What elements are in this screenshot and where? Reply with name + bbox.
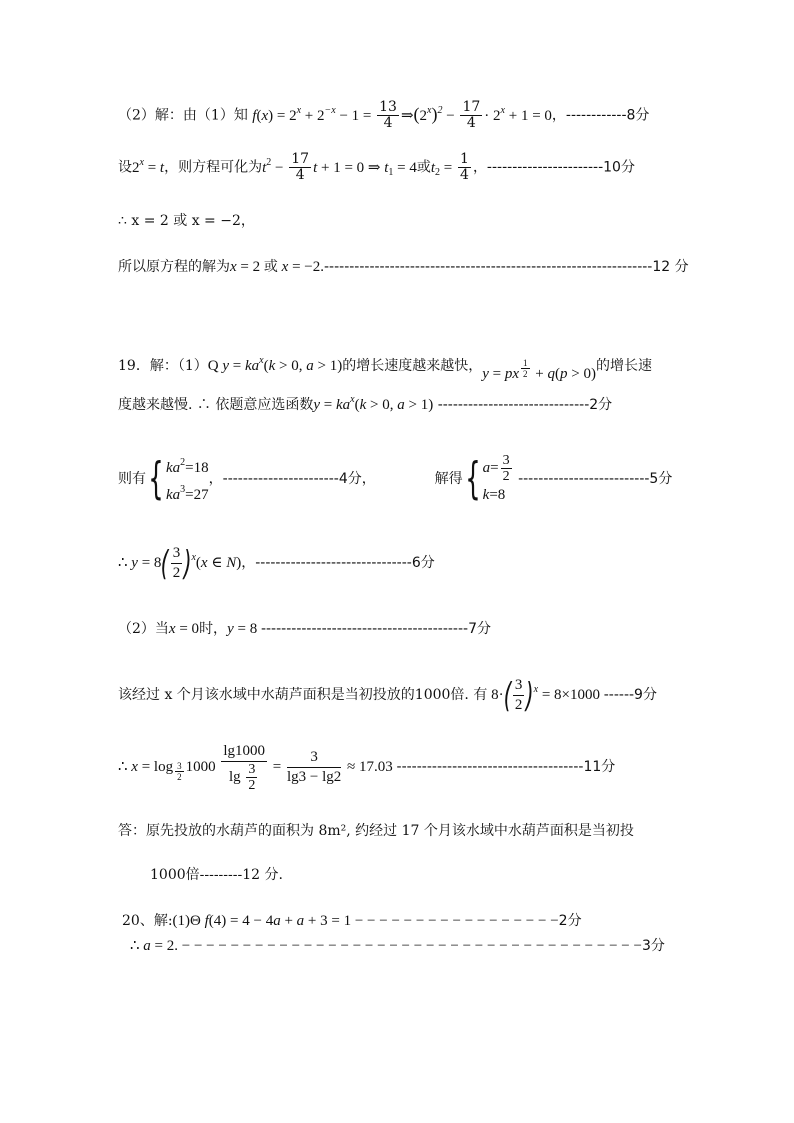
q20-label: 20、解: (122, 913, 173, 929)
formula-x-zero: x = 0 (168, 621, 200, 637)
formula-t2: $t_2$ = (430, 159, 457, 178)
formula-growth-equation: 8·( $\frac{3}{2}$ )$^x$ = 8×1000 (487, 675, 604, 716)
formula-tail: · $2^x + 1 = 0$ (484, 104, 552, 124)
score-2: ------------------------------2分 (437, 397, 613, 413)
q19-line5-prefix: （2）当 (118, 621, 169, 637)
fraction-17-over-4: $\frac{17}{4}$ (462, 99, 481, 131)
formula-chosen-function: $y = ka^x(k > 0$, a > 1) (313, 394, 434, 413)
fraction-13-over-4: $\frac{13}{4}$ (379, 99, 397, 131)
score-4: ，-----------------------4分， (208, 471, 376, 487)
q18-line-1 (118, 100, 649, 131)
formula-a-equals-2: ∴ a = 2. − − − − − − − − − − − − − − − − − − − − − − − − − − − − − − − − − − − − − − (130, 938, 642, 954)
q19-line-1 (118, 350, 652, 382)
formula-solution-2: x = −2. (277, 259, 324, 275)
formula-substitution: $2^x = t$ (132, 156, 165, 176)
q19-line-6 (118, 676, 657, 715)
score-q20-3: 3分 (641, 938, 665, 954)
q19-answer-line-1 (118, 824, 634, 838)
formula-quadratic-t: $t^2$ − (262, 156, 288, 176)
formula-solution: x = 2 (230, 259, 264, 275)
q19-line3-prefix: 则有 (118, 471, 146, 487)
q20-line-2 (130, 939, 665, 954)
formula-exp-model: Q $y = ka^x(k > 0$, a > 1) (207, 354, 343, 374)
q18-line4-prefix: 所以原方程的解为 (118, 259, 230, 275)
left-brace-2: { (464, 453, 481, 504)
formula-quadratic-tail: t + 1 = 0 ⇒ $t_1 = 4$ (313, 159, 417, 178)
fraction-1-over-4: $\frac{1}{4}$ (460, 151, 469, 183)
q19-line-2 (118, 395, 612, 413)
score-11: -------------------------------------11分 (396, 758, 616, 775)
score-8: ，------------8分 (551, 107, 650, 124)
q19-line6-text: 该经过 x 个月该水域中水葫芦面积是当初投放的1000倍. 有 (118, 686, 488, 703)
q18-line3-text: ∴ x = 2 或 x = −2， (118, 213, 255, 229)
q18-line2-mid: ，则方程可化为 (164, 159, 263, 176)
q19-line-4 (118, 544, 435, 583)
q19-answer-line-2 (150, 868, 283, 882)
q19-line1-end: 的增长速 (595, 357, 652, 374)
q18-line-4 (118, 260, 689, 275)
q19-line5-when: 时， (199, 621, 228, 637)
q19-line-3 (118, 452, 672, 506)
score-10: ，-----------------------10分 (472, 159, 635, 176)
q19-line2-prefix: 度越来越慢. ∴ 依题意应选函数 (118, 397, 314, 413)
q19-line1-mid: 的增长速度越来越快， (342, 357, 483, 374)
q19-line-5 (118, 622, 491, 637)
score-7: -----------------------------------------7分 (260, 621, 491, 637)
q18-line2-prefix: 设 (118, 159, 132, 176)
fraction-17-over-4-b: $\frac{17}{4}$ (291, 151, 310, 183)
q18-or-2: 或 (263, 259, 278, 275)
score-9: ------9分 (603, 686, 657, 703)
q19-answer-1: 答：原先投放的水葫芦的面积为 8m², 约经过 17 个月该水域中水葫芦面积是当初投 (118, 823, 634, 839)
q18-or: 或 (416, 159, 431, 176)
system-equations: $ka^2=18$ $ka^3=27$ (166, 457, 209, 503)
q19-line-7 (118, 742, 615, 793)
score-12: -----------------------------------------------------------------12 分 (323, 259, 689, 275)
formula-log-solution: ∴ x = log $_{\frac{3}{2}}$ 1000 lg1000 lg $\frac{3}{2}$ = $\frac{3}{\lg 3 - \lg 2}$ ≈ 17.03 (118, 743, 397, 793)
system-solution: a= $\frac{3}{2}$ k=8 (482, 452, 510, 503)
formula-result-function: ∴ y = 8( $\frac{3}{2}$ )$^x$(x ∈ N) (118, 543, 242, 584)
formula-implies: $\Rightarrow(2^x)^2$ − (400, 103, 459, 124)
score-6: ，-------------------------------6分 (241, 554, 435, 571)
left-brace: { (148, 453, 164, 504)
q19-answer-2: 1000倍---------12 分. (150, 867, 283, 883)
q19-label: 19．解：（1） (118, 357, 208, 374)
formula-y-eight: y = 8 (227, 621, 261, 637)
q20-line-1 (122, 914, 582, 929)
score-q20-2: 2分 (558, 913, 582, 929)
formula-power-model: y = px $^{\frac{1}{2}}$ + q(p > 0) (482, 358, 596, 382)
q18-line1-prefix: （2）解：由（1）知 (118, 107, 248, 124)
score-5: --------------------------5分 (518, 471, 673, 487)
q18-line-3 (118, 214, 255, 228)
q18-line-2 (118, 152, 635, 183)
q19-solve-label: 解得 (434, 471, 463, 487)
formula-f4: (1)Θ f(4) = 4 − 4a + a + 3 = 1 − − − − − − − − − − − − − − − − − (172, 913, 559, 929)
formula-f-of-x: $f(x) = 2^x + 2^{-x} - 1$ = (252, 104, 376, 124)
